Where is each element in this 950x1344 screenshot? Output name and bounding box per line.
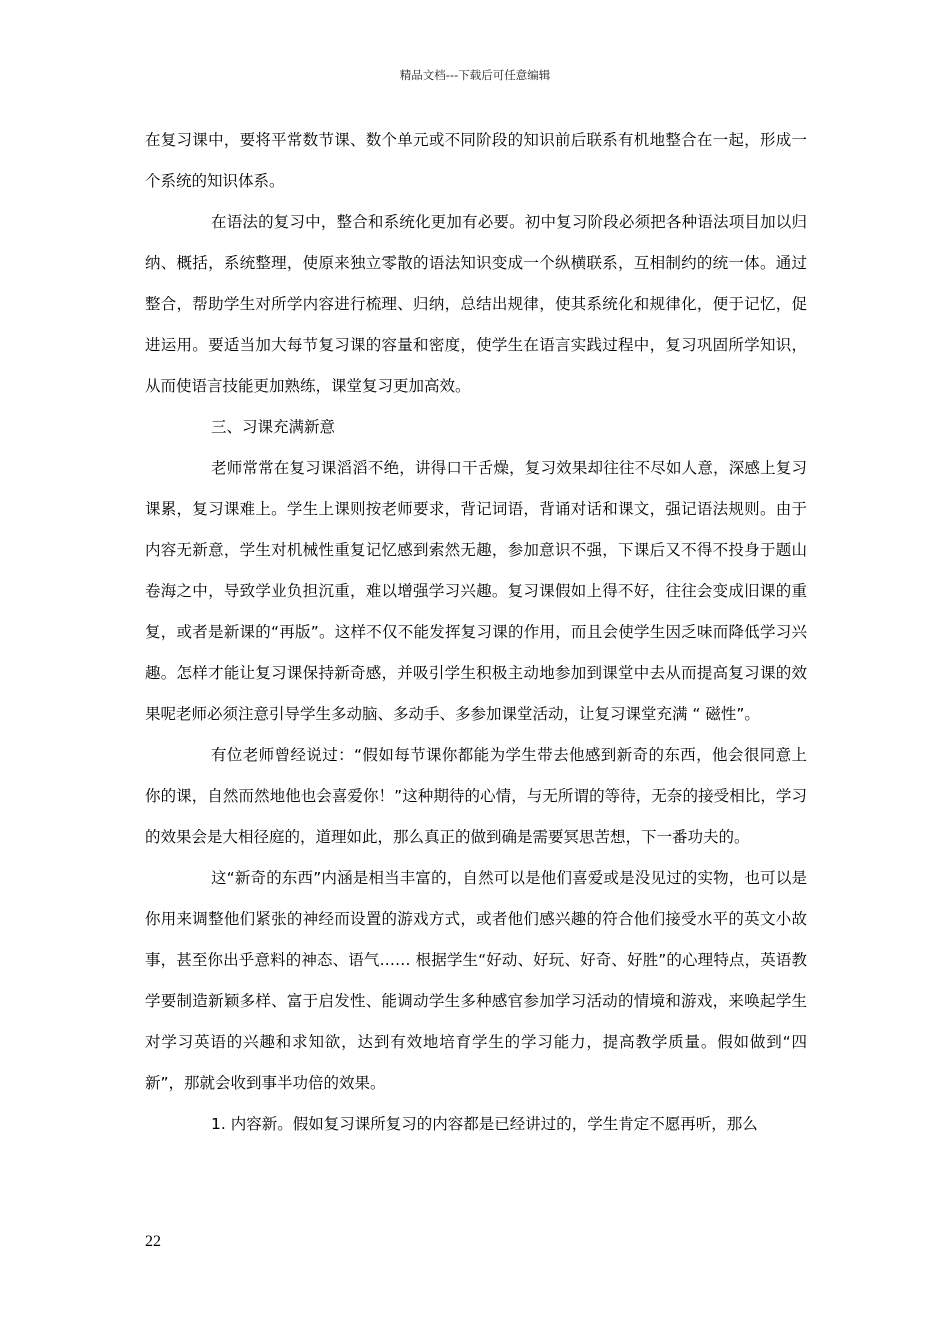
paragraph: 老师常常在复习课滔滔不绝，讲得口干舌燥，复习效果却往往不尽如人意，深感上复习课累，复习课难上。学生上课则按老师要求，背记词语，背诵对话和课文，强记语法规则。由于内容无新意，学生对机械性重复记忆感到索然无趣，参加意识不强，下课后又不得不投身于题山卷海之中，导致学业负担沉重，难以增强学习兴趣。复习课假如上得不好，往往会变成旧课的重复，或者是新课的“再版”。这样不仅不能发挥复习课的作用，而且会使学生因乏味而降低学习兴趣。怎样才能让复习课保持新奇感，并吸引学生积极主动地参加到课堂中去从而提高复习课的效果呢老师必须注意引导学生多动脑、多动手、多参加课堂活动，让复习课堂充满 “ 磁性”。	[145, 459, 807, 723]
paragraph: 在语法的复习中，整合和系统化更加有必要。初中复习阶段必须把各种语法项目加以归纳、概括，系统整理，使原来独立零散的语法知识变成一个纵横联系，互相制约的统一体。通过整合，帮助学生对所学内容进行梳理、归纳，总结出规律，使其系统化和规律化，便于记忆，促进运用。要适当加大每节复习课的容量和密度，使学生在语言实践过程中，复习巩固所学知识，从而使语言技能更加熟练，课堂复习更加高效。	[145, 213, 807, 395]
page-header: 精品文档---下载后可任意编辑	[399, 68, 551, 82]
section-heading: 三、习课充满新意	[211, 418, 336, 436]
page-number: 22	[145, 1233, 161, 1250]
paragraph: 有位老师曾经说过：“假如每节课你都能为学生带去他感到新奇的东西，他会很同意上你的课，自然而然地他也会喜爱你！”这种期待的心情，与无所谓的等待，无奈的接受相比，学习的效果会是大相径庭的，道理如此，那么真正的做到确是需要冥思苦想，下一番功夫的。	[145, 746, 807, 846]
paragraph: 在复习课中，要将平常数节课、数个单元或不同阶段的知识前后联系有机地整合在一起，形成一个系统的知识体系。	[145, 131, 807, 190]
document-body	[145, 120, 807, 1145]
paragraph: 1. 内容新。假如复习课所复习的内容都是已经讲过的，学生肯定不愿再听，那么	[211, 1115, 758, 1133]
paragraph: 这“新奇的东西”内涵是相当丰富的，自然可以是他们喜爱或是没见过的实物，也可以是你用来调整他们紧张的神经而设置的游戏方式，或者他们感兴趣的符合他们接受水平的英文小故事，甚至你出乎意料的神态、语气…… 根据学生“好动、好玩、好奇、好胜”的心理特点，英语教学要制造新颖多样、富于启发性、能调动学生多种感官参加学习活动的情境和游戏，来唤起学生对学习英语的兴趣和求知欲，达到有效地培育学生的学习能力，提高教学质量。假如做到“四新”，那就会收到事半功倍的效果。	[145, 869, 807, 1092]
